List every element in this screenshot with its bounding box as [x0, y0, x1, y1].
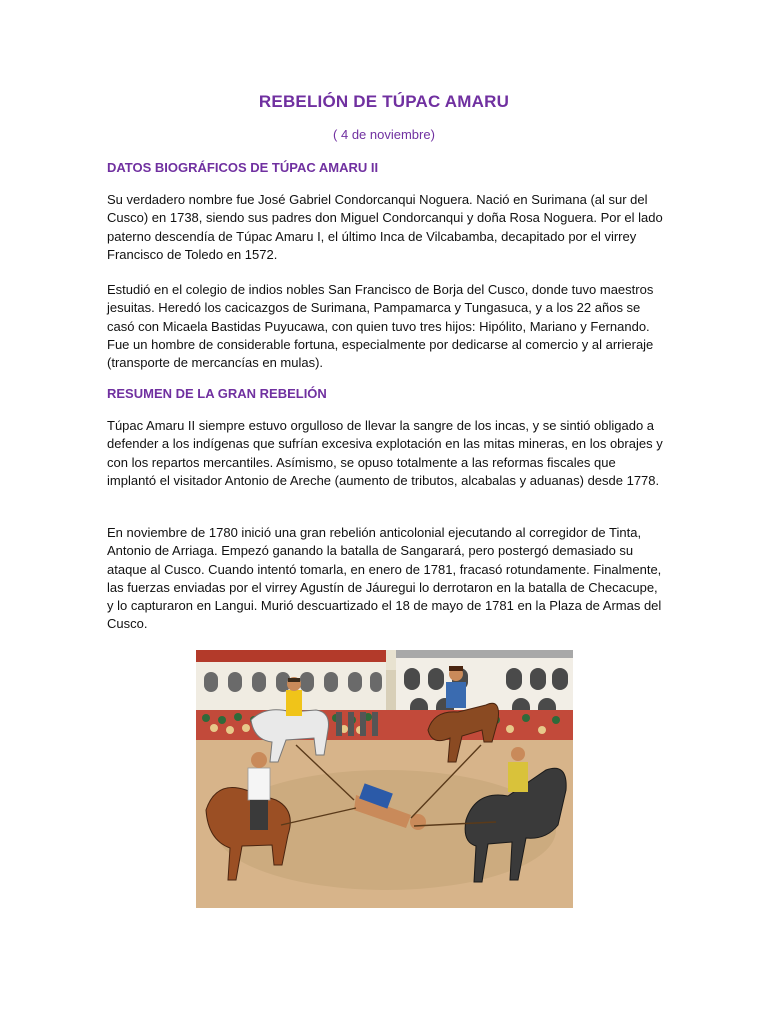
paragraph-origen: Su verdadero nombre fue José Gabriel Condorcanqui Noguera. Nació en Surimana (al sur del Cusco) en 1738, siendo sus padres don Miguel Condorcanqui y doña Rosa Noguera. Por el lado paterno descendía de Túpac Amaru I, el último Inca de Vilcabamba, decapitado por el virrey Francisco de Toledo en 1572.	[107, 192, 663, 262]
paragraph-estudios: Estudió en el colegio de indios nobles San Francisco de Borja del Cusco, donde tuvo maestros jesuitas. Heredó los cacicazgos de Surimana, Pampamarca y Tungasuca, y a los 22 años se casó con Micaela Bastidas Puyucawa, con quien tuvo tres hijos: Hipólito, Mariano y Fernando. Fue un hombre de considerable fortuna, especialmente por dedicarse al comercio y al arrieraje (transporte de mercancías en mulas).	[107, 282, 654, 371]
document-title: REBELIÓN DE TÚPAC AMARU	[258, 92, 510, 111]
document-date: ( 4 de noviembre)	[333, 127, 435, 142]
paragraph-rebelion: En noviembre de 1780 inició una gran rebelión anticolonial ejecutando al corregidor de Tinta, Antonio de Arriaga. Empezó ganando la batalla de Sangarará, pero postergó demasiado su ataque al Cusco. Cuando intentó tomarla, en enero de 1781, fracasó rotundamente. Finalmente, las fuerzas enviadas por el virrey Agustín de Jáuregui lo derrotaron en la batalla de Checacupe, y lo capturaron en Langui. Murió descuartizado el 18 de mayo de 1781 en la Plaza de Armas del Cusco.	[107, 525, 662, 632]
section-heading-rebelion: RESUMEN DE LA GRAN REBELIÓN	[107, 386, 327, 401]
execution-painting-illustration	[196, 650, 573, 908]
paragraph-motivos: Túpac Amaru II siempre estuvo orgulloso de llevar la sangre de los incas, y se sintió obligado a defender a los indígenas que sufrían excesiva explotación en las mitas mineras, en los obrajes y con los repartos mercantiles. Asímismo, se opuso totalmente a las reformas fiscales que implantó el visitador Antonio de Areche (aumento de tributos, alcabalas y aduanas) desde 1778.	[107, 418, 663, 488]
section-heading-biografia: DATOS BIOGRÁFICOS DE TÚPAC AMARU II	[107, 160, 379, 175]
